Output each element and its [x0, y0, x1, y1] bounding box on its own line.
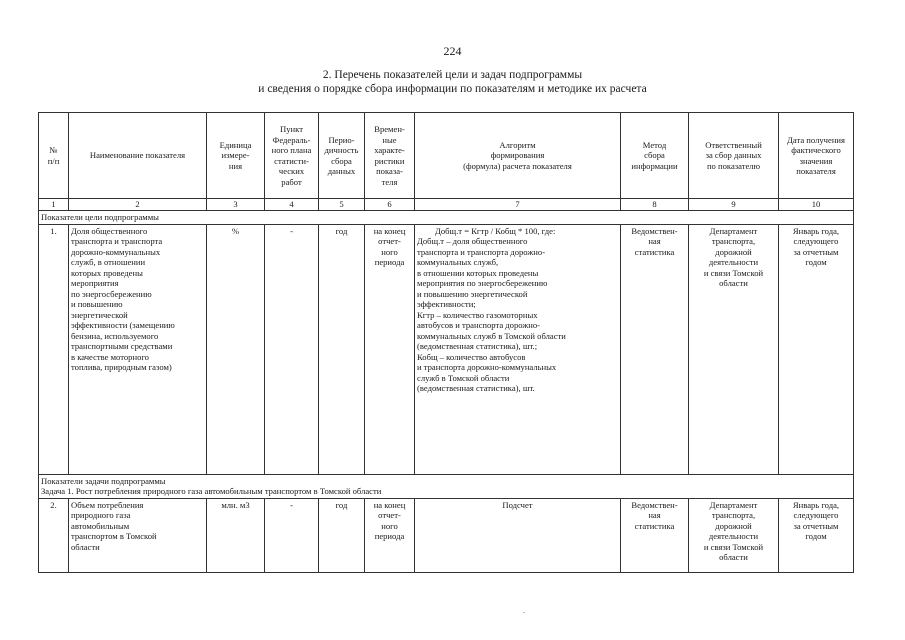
column-number: 6 — [365, 199, 415, 211]
periodicity: год — [319, 224, 365, 474]
title-line-1: 2. Перечень показателей цели и задач подпрограммы — [322, 69, 583, 81]
table-row — [39, 224, 854, 474]
column-number: 10 — [779, 199, 854, 211]
responsible-party: Департамент транспорта, дорожной деятельности и связи Томской области — [689, 498, 779, 572]
indicator-name: Доля общественного транспорта и транспорта дорожно-коммунальных служб, в отношении которых проведены мероприятия по энергосбережению и повышению энергетической эффективности (замещению бензина, используемого транспортными средствами в качестве моторного топлива, природным газом) — [69, 224, 207, 474]
row-number: 1. — [39, 224, 69, 474]
document-title — [0, 68, 905, 96]
algorithm-cell — [415, 224, 621, 474]
column-number: 4 — [265, 199, 319, 211]
section-tasks-label: Показатели задачи подпрограммы — [41, 475, 166, 486]
section-tasks-row — [39, 474, 854, 498]
page-number: 224 — [443, 44, 462, 58]
column-number: 2 — [69, 199, 207, 211]
header-cell: Пункт Федераль- ного плана статисти- ческих работ — [265, 113, 319, 199]
collection-method: Ведомствен- ная статистика — [621, 224, 689, 474]
column-number-row — [39, 199, 854, 211]
column-number: 9 — [689, 199, 779, 211]
time-characteristic: на конец отчет- ного периода — [365, 498, 415, 572]
section-task1-label: Задача 1. Рост потребления природного газа автомобильным транспортом в Томской области — [41, 486, 382, 496]
column-number: 5 — [319, 199, 365, 211]
header-cell: Единица измере- ния — [207, 113, 265, 199]
algorithm-formula: Добщ.т = Кгтр / Кобщ * 100, где: — [435, 225, 556, 236]
header-cell: Перио- дичность сбора данных — [319, 113, 365, 199]
section-goal-title: Показатели цели подпрограммы — [39, 211, 854, 225]
header-cell: № п/п — [39, 113, 69, 199]
column-number: 8 — [621, 199, 689, 211]
table-row — [39, 498, 854, 572]
column-number: 7 — [415, 199, 621, 211]
column-number: 3 — [207, 199, 265, 211]
unit: млн. м3 — [207, 498, 265, 572]
federal-plan-item: - — [265, 224, 319, 474]
column-number: 1 — [39, 199, 69, 211]
time-characteristic: на конец отчет- ного периода — [365, 224, 415, 474]
header-cell: Времен- ные характе- ристики показа- теля — [365, 113, 415, 199]
footer-mark: - — [523, 608, 526, 616]
algorithm-cell: Подсчет — [415, 498, 621, 572]
federal-plan-item: - — [265, 498, 319, 572]
header-cell: Наименование показателя — [69, 113, 207, 199]
section-tasks-title — [39, 474, 854, 498]
title-line-2: и сведения о порядке сбора информации по показателям и методике их расчета — [258, 83, 647, 95]
header-cell: Метод сбора информации — [621, 113, 689, 199]
data-date: Январь года, следующего за отчетным годом — [779, 224, 854, 474]
data-date: Январь года, следующего за отчетным годом — [779, 498, 854, 572]
header-cell: Ответственный за сбор данных по показателю — [689, 113, 779, 199]
header-cell: Дата получения фактического значения показателя — [779, 113, 854, 199]
algorithm-description: Добщ.т – доля общественного транспорта и транспорта дорожно- коммунальных служб, в отношении которых проведены мероприятия по энергосбережению и повышению энергетической эффективности; Кгтр – количество газомоторных автобусов и транспорта дорожно- коммунальных служб в Томской области (ведомственная статистика), шт.; Кобщ – количество автобусов и транспорта дорожно-коммунальных служб в Томской области (ведомственная статистика), шт. — [417, 236, 566, 393]
periodicity: год — [319, 498, 365, 572]
header-cell: Алгоритм формирования (формула) расчета показателя — [415, 113, 621, 199]
responsible-party: Департамент транспорта, дорожной деятельности и связи Томской области — [689, 224, 779, 474]
indicators-table — [38, 112, 854, 573]
unit: % — [207, 224, 265, 474]
row-number: 2. — [39, 498, 69, 572]
collection-method: Ведомствен- ная статистика — [621, 498, 689, 572]
header-row — [39, 113, 854, 199]
section-goal-row — [39, 211, 854, 225]
indicator-name: Объем потребления природного газа автомобильным транспортом в Томской области — [69, 498, 207, 572]
